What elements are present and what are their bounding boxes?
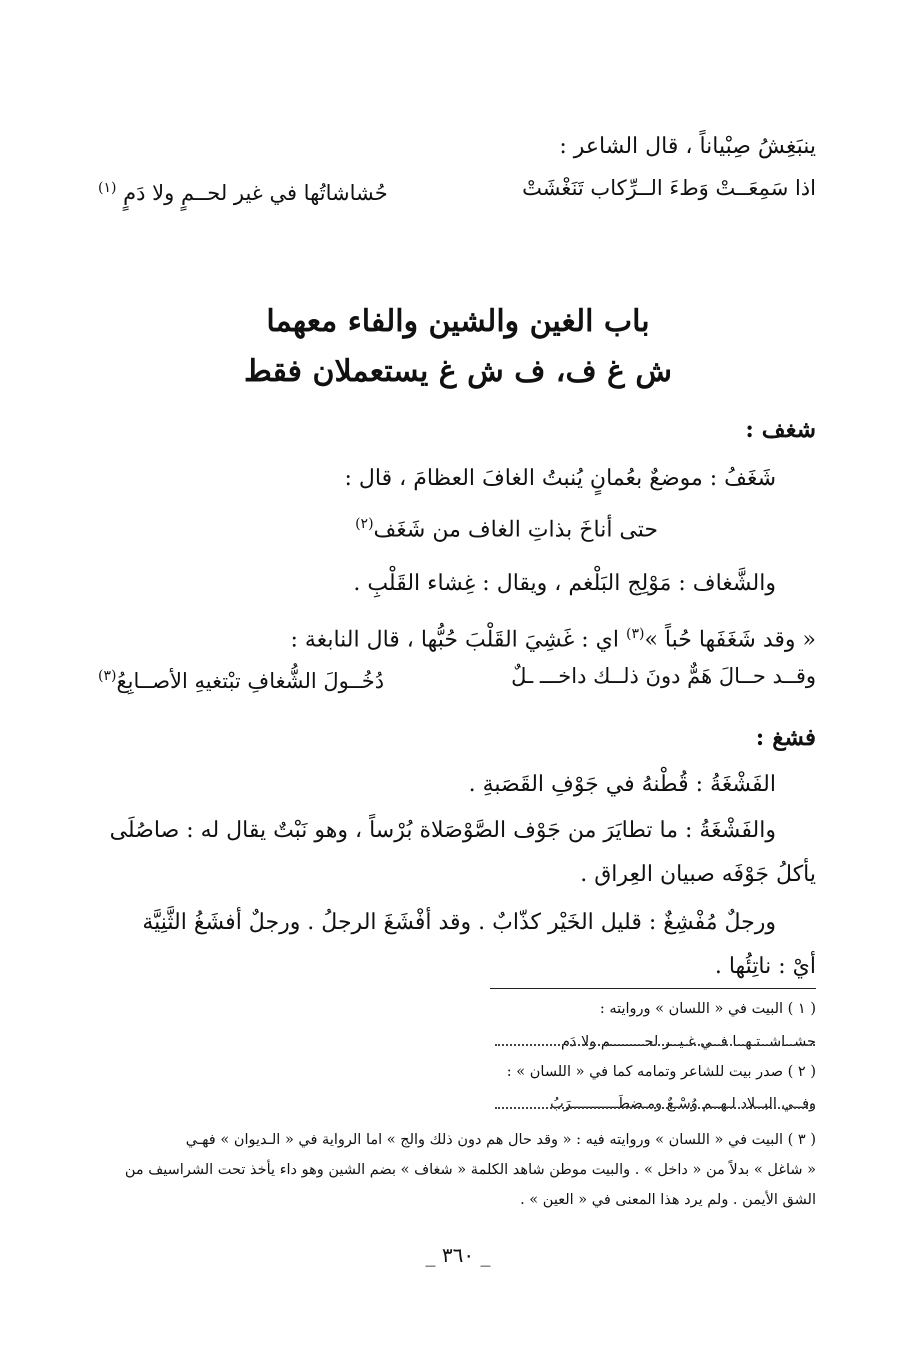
verse-second-hemistich: دُخُــولَ الشُّغافِ تبْتغيهِ الأصــابِعُ$^{(٣)}$ [98, 668, 385, 693]
footnote-3-line: « شاغل » بدلاً من « داخل » . والبيت موطن شاهد الكلمة « شغاف » بضم الشين وهو داء يأخذ تحت الشراسيف من [124, 1162, 816, 1178]
footnote-dotted-line [495, 1044, 815, 1046]
entry-line: والفَشْغَةُ : ما تطايَرَ من جَوْف الصَّوْصَلاة بُرْساً ، وهو نَبْتٌ يقال له : صاصُلَى [109, 818, 776, 843]
footnote-divider [490, 988, 816, 989]
section-heading-shaghaf: شغف : [745, 416, 816, 443]
chapter-subtitle: ش غ ف، ف ش غ يستعملان فقط [244, 354, 672, 389]
footnote-3-line: الشق الأيمن . ولم يرد هذا المعنى في « العين » . [520, 1192, 816, 1208]
footnote-verse-hemistich: حشــاشــتـهــا فــي غـيــر لحــــــــم ولا دَم [560, 1034, 816, 1050]
verse-first-hemistich: وقــد حــالَ هَمٌّ دونَ ذلــك داخـــ ـلٌ [511, 664, 816, 688]
footnote-ref-3b: (٣) [98, 668, 117, 684]
intro-line: ينبَغِشُ صِبْياناً ، قال الشاعر : [559, 134, 816, 159]
footnote-ref-3: (٣) [625, 626, 645, 642]
entry-line: شَغَفُ : موضعٌ بعُمانٍ يُنبتُ الغافَ العظامَ ، قال : [344, 466, 776, 491]
footnote-ref-2: (٢) [355, 516, 374, 532]
entry-line: ورجلٌ مُفْشِغٌ : قليل الخَيْر كذّابٌ . وقد أفْشَغَ الرجلُ . ورجلٌ أفشَغُ الثَّنِيَّة [142, 910, 776, 935]
footnote-ref-1: (١) [98, 180, 117, 196]
footnote-1-verse [108, 1030, 816, 1054]
section-heading-fashagh: فشغ : [755, 724, 816, 751]
verse-second-hemistich: حُشاشاتُها في غير لحــمٍ ولا دَمٍ $^{(١)}$ [98, 180, 388, 205]
footnote-2-label: ( ٢ ) صدر بيت للشاعر وتمامه كما في « اللسان » : [506, 1064, 816, 1080]
footnote-1-label: ( ١ ) البيت في « اللسان » وروايته : [599, 1001, 816, 1017]
footnote-verse-hemistich: وفــي البــلاد لـهــم وُسْـعٌ ومـضطَـــــــــــرَبُ [550, 1096, 816, 1112]
poem-verse [98, 660, 816, 697]
entry-line: يأكلُ جَوْفَه صبيان العِراق . [580, 862, 816, 887]
entry-line: أيْ : ناتِئُها . [714, 954, 816, 979]
poem-verse [98, 172, 816, 209]
footnote-dotted-line [495, 1107, 815, 1109]
verse-fragment: حتى أناخَ بذاتِ الغاف من شَغَف$^{(٢)}$ [355, 516, 658, 543]
footnote-3-line: ( ٣ ) البيت في « اللسان » وروايته فيه : « وقد حال هم دون ذلك والج » اما الرواية في « الـديوان » فهـي [185, 1132, 816, 1148]
chapter-title: باب الغين والشين والفاء معهما [266, 304, 650, 339]
page-number: _ ٣٦٠ _ [425, 1243, 491, 1267]
entry-line: والشَّغاف : مَوْلِج البَلْغم ، ويقال : غِشاء القَلْبِ . [353, 571, 776, 596]
verse-first-hemistich: اذا سَمِعَــتْ وَطءَ الــرِّكاب تَنَغْشَتْ [522, 176, 816, 200]
entry-line: الفَشْغَةُ : قُطْنهُ في جَوْفِ القَصَبةِ . [468, 772, 776, 797]
footnote-2-verse [108, 1092, 816, 1116]
entry-line: « وقد شَغَفَها حُباً »$^{(٣)}$ اي : غَشِيَ القَلْبَ حُبُّها ، قال النابغة : [290, 626, 816, 653]
